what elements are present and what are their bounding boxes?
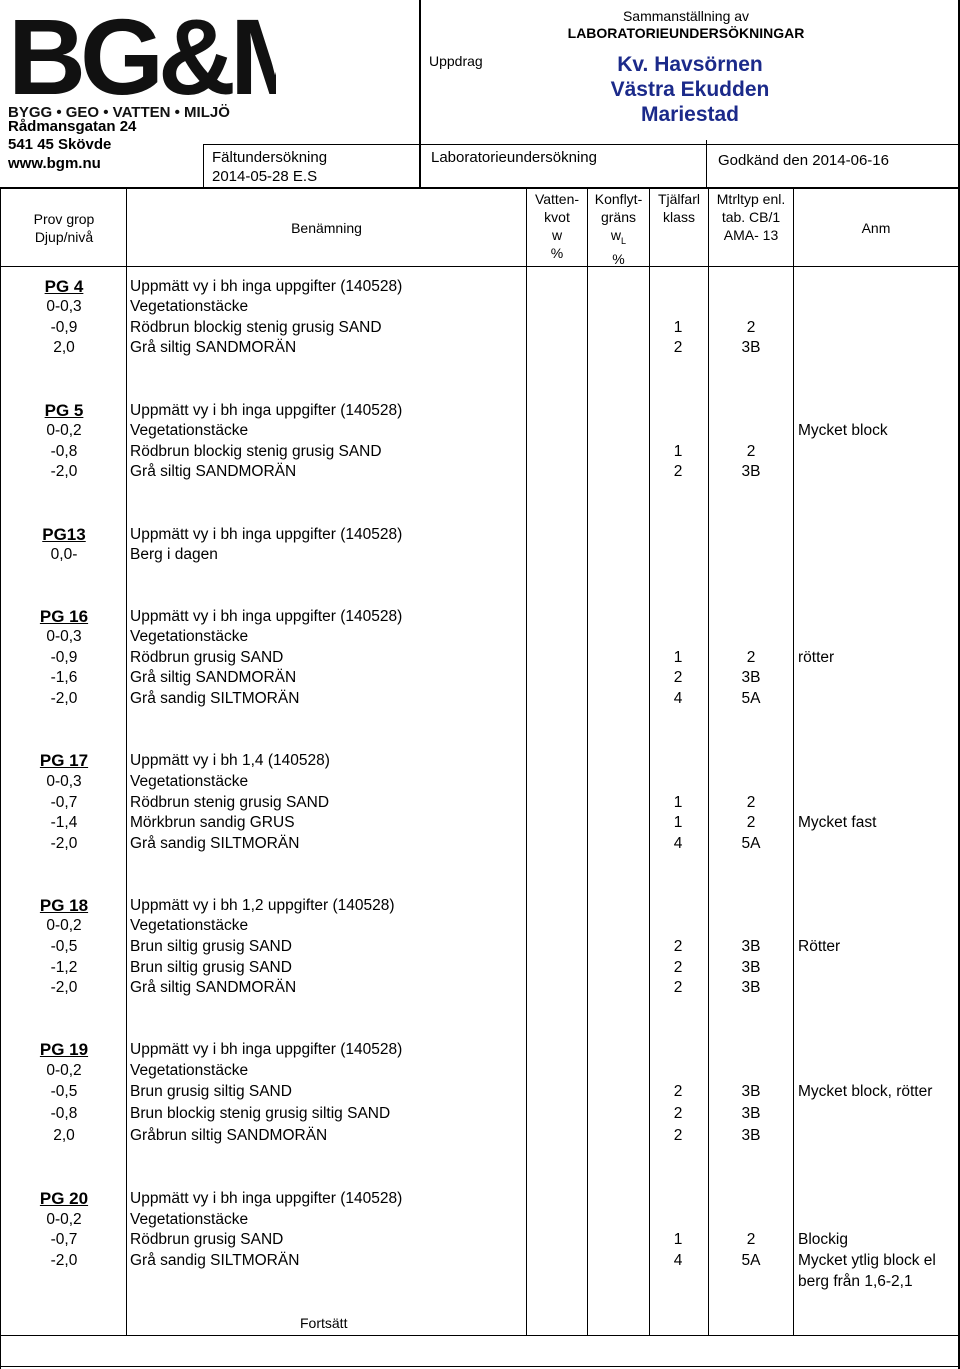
table-bottom-rule (0, 1335, 960, 1336)
depth-cell: 0-0,3 (46, 773, 82, 790)
material-type-cell: 3B (741, 938, 761, 955)
table-row (0, 1272, 958, 1292)
depth-cell: -1,6 (50, 669, 78, 686)
table-row (0, 442, 958, 462)
description-cell: Uppmätt vy i bh inga uppgifter (140528) (130, 1041, 403, 1058)
material-type-cell: 3B (741, 959, 761, 976)
description-cell: Uppmätt vy i bh inga uppgifter (140528) (130, 608, 403, 625)
description-cell: Grå siltig SANDMORÄN (130, 463, 297, 480)
description-cell: Vegetationstäcke (130, 1211, 249, 1228)
project-line3: Mariestad (640, 103, 740, 126)
depth-cell: PG13 (42, 525, 86, 544)
table-row (0, 937, 958, 957)
material-type-cell: 3B (741, 1127, 761, 1144)
depth-cell: -0,8 (50, 443, 78, 460)
material-type-cell: 3B (741, 669, 761, 686)
depth-cell: -1,4 (50, 814, 78, 831)
material-type-cell: 2 (746, 319, 756, 336)
remark-cell: Mycket block (798, 422, 888, 439)
header-bottom-rule (0, 187, 960, 189)
frost-class-cell: 2 (673, 1083, 683, 1100)
description-cell: Rödbrun stenig grusig SAND (130, 794, 330, 811)
depth-cell: -1,2 (50, 959, 78, 976)
table-row (0, 462, 958, 482)
depth-cell: 2,0 (53, 1127, 75, 1144)
depth-cell: -2,0 (50, 1252, 78, 1269)
material-type-cell: 2 (746, 649, 756, 666)
frost-class-cell: 1 (673, 649, 683, 666)
table-row (0, 1104, 958, 1124)
remark-cell: Rötter (798, 938, 841, 955)
field-value: 2014-05-28 E.S (212, 168, 318, 185)
sample-pit-header-row (0, 1189, 958, 1209)
konflyt-symbol: w (610, 227, 622, 243)
col-header-prov (20, 210, 108, 246)
depth-cell: 0-0,3 (46, 298, 82, 315)
description-cell: Uppmätt vy i bh inga uppgifter (140528) (130, 402, 403, 419)
col-header-vattenkvot-l4: % (550, 245, 564, 261)
col-header-mtrltyp-l1: Mtrltyp enl. (716, 191, 786, 207)
material-type-cell: 5A (741, 1252, 761, 1269)
depth-cell: -2,0 (50, 463, 78, 480)
sample-pit-header-row (0, 525, 958, 545)
frost-class-cell: 1 (673, 319, 683, 336)
frost-class-cell: 2 (673, 339, 683, 356)
table-row (0, 1126, 958, 1146)
depth-cell: PG 20 (39, 1189, 89, 1208)
divider (203, 145, 204, 188)
table-row (0, 834, 958, 854)
table-row (0, 1251, 958, 1271)
column-header-rule (0, 266, 960, 267)
depth-cell: 0,0- (50, 546, 78, 563)
summary-title (420, 8, 952, 42)
col-header-konflytgrans (588, 190, 649, 268)
depth-cell: -0,7 (50, 1231, 78, 1248)
description-cell: Vegetationstäcke (130, 917, 249, 934)
frost-class-cell: 2 (673, 959, 683, 976)
col-header-benamning: Benämning (291, 220, 362, 236)
description-cell: Rödbrun blockig stenig grusig SAND (130, 319, 382, 336)
depth-cell: 0-0,3 (46, 628, 82, 645)
description-cell: Vegetationstäcke (130, 298, 249, 315)
depth-cell: 0-0,2 (46, 1062, 82, 1079)
description-cell: Grå sandig SILTMORÄN (130, 1252, 300, 1269)
remark-cell: Blockig (798, 1231, 848, 1248)
col-header-konflyt-l4: % (612, 250, 625, 267)
description-cell: Vegetationstäcke (130, 1062, 249, 1079)
col-header-tjalfarl (650, 190, 708, 226)
sample-pit-header-row (0, 401, 958, 421)
table-row (0, 813, 958, 833)
col-header-vattenkvot-l2: kvot (544, 209, 570, 225)
col-header-mtrltyp-l2: tab. CB/1 (721, 209, 781, 225)
table-row (0, 668, 958, 688)
description-cell: Rödbrun blockig stenig grusig SAND (130, 443, 382, 460)
logo-letters: BG&M (8, 4, 276, 117)
depth-cell: PG 16 (39, 607, 89, 626)
frost-class-cell: 4 (673, 1252, 683, 1269)
description-cell: Uppmätt vy i bh 1,2 uppgifter (140528) (130, 897, 395, 914)
company-logo (6, 4, 276, 120)
description-cell: Rödbrun grusig SAND (130, 1231, 284, 1248)
sample-pit-header-row (0, 1040, 958, 1060)
depth-cell: 2,0 (53, 339, 75, 356)
depth-cell: -0,7 (50, 794, 78, 811)
depth-cell: PG 19 (39, 1040, 89, 1059)
depth-cell: -0,9 (50, 649, 78, 666)
table-row (0, 627, 958, 647)
divider (706, 140, 707, 188)
col-header-prov-line2: Djup/nivå (34, 229, 94, 245)
description-cell: Brun grusig siltig SAND (130, 1083, 292, 1100)
col-header-vattenkvot-l1: Vatten- (534, 191, 580, 207)
frost-class-cell: 1 (673, 794, 683, 811)
table-row (0, 1230, 958, 1250)
continue-label: Fortsätt (300, 1315, 348, 1331)
table-row (0, 648, 958, 668)
approved-date: Godkänd den 2014-06-16 (718, 152, 889, 169)
depth-cell: PG 5 (44, 401, 84, 420)
material-type-cell: 3B (741, 1083, 761, 1100)
col-header-mtrltyp (709, 190, 793, 244)
depth-cell: -2,0 (50, 835, 78, 852)
col-header-anm: Anm (861, 220, 891, 236)
material-type-cell: 3B (741, 1105, 761, 1122)
material-type-cell: 5A (741, 835, 761, 852)
remark-cell: berg från 1,6-2,1 (798, 1273, 913, 1290)
material-type-cell: 3B (741, 463, 761, 480)
frost-class-cell: 2 (673, 979, 683, 996)
material-type-cell: 5A (741, 690, 761, 707)
material-type-cell: 2 (746, 1231, 756, 1248)
divider (203, 144, 960, 145)
table-row (0, 338, 958, 358)
frost-class-cell: 2 (673, 1127, 683, 1144)
col-header-vattenkvot (527, 190, 587, 262)
depth-cell: -2,0 (50, 690, 78, 707)
description-cell: Brun siltig grusig SAND (130, 959, 292, 976)
depth-cell: 0-0,2 (46, 422, 82, 439)
table-row (0, 978, 958, 998)
frost-class-cell: 1 (673, 1231, 683, 1248)
description-cell: Rödbrun grusig SAND (130, 649, 284, 666)
table-row (0, 1210, 958, 1230)
depth-cell: -0,8 (50, 1105, 78, 1122)
depth-cell: -0,5 (50, 938, 78, 955)
frost-class-cell: 1 (673, 814, 683, 831)
sample-pit-header-row (0, 607, 958, 627)
description-cell: Grå sandig SILTMORÄN (130, 690, 300, 707)
remark-cell: Mycket fast (798, 814, 877, 831)
sample-pit-header-row (0, 896, 958, 916)
frost-class-cell: 4 (673, 835, 683, 852)
address-city: 541 45 Skövde (8, 136, 112, 153)
depth-cell: -2,0 (50, 979, 78, 996)
project-title (570, 52, 810, 127)
description-cell: Grå sandig SILTMORÄN (130, 835, 300, 852)
material-type-cell: 2 (746, 814, 756, 831)
table-row (0, 318, 958, 338)
description-cell: Uppmätt vy i bh inga uppgifter (140528) (130, 1190, 403, 1207)
col-header-tjalfarl-l1: Tjälfarl (657, 191, 700, 207)
description-cell: Vegetationstäcke (130, 773, 249, 790)
depth-cell: -0,9 (50, 319, 78, 336)
col-header-vattenkvot-l3: w (551, 227, 563, 243)
depth-cell: 0-0,2 (46, 917, 82, 934)
description-cell: Mörkbrun sandig GRUS (130, 814, 295, 831)
logo-tagline: BYGG • GEO • VATTEN • MILJÖ (8, 104, 230, 120)
frost-class-cell: 2 (673, 669, 683, 686)
table-row (0, 421, 958, 441)
depth-cell: PG 18 (39, 896, 89, 915)
description-cell: Grå siltig SANDMORÄN (130, 339, 297, 356)
description-cell: Gråbrun siltig SANDMORÄN (130, 1127, 328, 1144)
page-bottom-rule (0, 1366, 960, 1367)
description-cell: Brun siltig grusig SAND (130, 938, 292, 955)
frost-class-cell: 2 (673, 938, 683, 955)
sample-pit-header-row (0, 277, 958, 297)
material-type-cell: 2 (746, 794, 756, 811)
table-row (0, 958, 958, 978)
description-cell: Uppmätt vy i bh 1,4 (140528) (130, 752, 330, 769)
frost-class-cell: 2 (673, 1105, 683, 1122)
col-header-konflyt-l2: gräns (600, 209, 637, 225)
frost-class-cell: 4 (673, 690, 683, 707)
description-cell: Uppmätt vy i bh inga uppgifter (140528) (130, 278, 403, 295)
depth-cell: PG 17 (39, 751, 89, 770)
table-row (0, 545, 958, 565)
description-cell: Grå siltig SANDMORÄN (130, 979, 297, 996)
description-cell: Grå siltig SANDMORÄN (130, 669, 297, 686)
remark-cell: Mycket block, rötter (798, 1083, 933, 1100)
col-header-konflyt-l1: Konflyt- (594, 191, 643, 207)
table-row (0, 916, 958, 936)
col-header-konflyt-l3 (588, 226, 649, 250)
company-website[interactable]: www.bgm.nu (8, 155, 101, 172)
description-cell: Brun blockig stenig grusig siltig SAND (130, 1105, 391, 1122)
description-cell: Berg i dagen (130, 546, 218, 563)
address-street: Rådmansgatan 24 (8, 118, 137, 135)
table-row (0, 689, 958, 709)
table-row (0, 1082, 958, 1102)
table-row (0, 297, 958, 317)
lab-label: Laboratorieundersökning (431, 149, 597, 166)
frost-class-cell: 2 (673, 463, 683, 480)
description-cell: Vegetationstäcke (130, 422, 249, 439)
description-cell: Uppmätt vy i bh inga uppgifter (140528) (130, 526, 403, 543)
remark-cell: rötter (798, 649, 835, 666)
col-header-mtrltyp-l3: AMA- 13 (723, 227, 779, 243)
project-line2: Västra Ekudden (610, 78, 770, 101)
depth-cell: PG 4 (44, 277, 84, 296)
material-type-cell: 3B (741, 979, 761, 996)
description-cell: Vegetationstäcke (130, 628, 249, 645)
summary-line2: LABORATORIEUNDERSÖKNINGAR (567, 25, 805, 41)
frost-class-cell: 1 (673, 443, 683, 460)
table-row (0, 772, 958, 792)
konflyt-subscript: L (621, 235, 627, 246)
summary-line1: Sammanställning av (622, 8, 750, 24)
col-header-prov-line1: Prov grop (33, 211, 95, 227)
project-line1: Kv. Havsörnen (617, 53, 763, 76)
table-row (0, 1061, 958, 1081)
material-type-cell: 2 (746, 443, 756, 460)
table-row (0, 793, 958, 813)
field-label: Fältundersökning (212, 149, 328, 166)
depth-cell: 0-0,2 (46, 1211, 82, 1228)
uppdrag-label: Uppdrag (429, 53, 483, 69)
sample-pit-header-row (0, 751, 958, 771)
material-type-cell: 3B (741, 339, 761, 356)
remark-cell: Mycket ytlig block el (798, 1252, 936, 1269)
depth-cell: -0,5 (50, 1083, 78, 1100)
col-header-tjalfarl-l2: klass (663, 209, 695, 225)
